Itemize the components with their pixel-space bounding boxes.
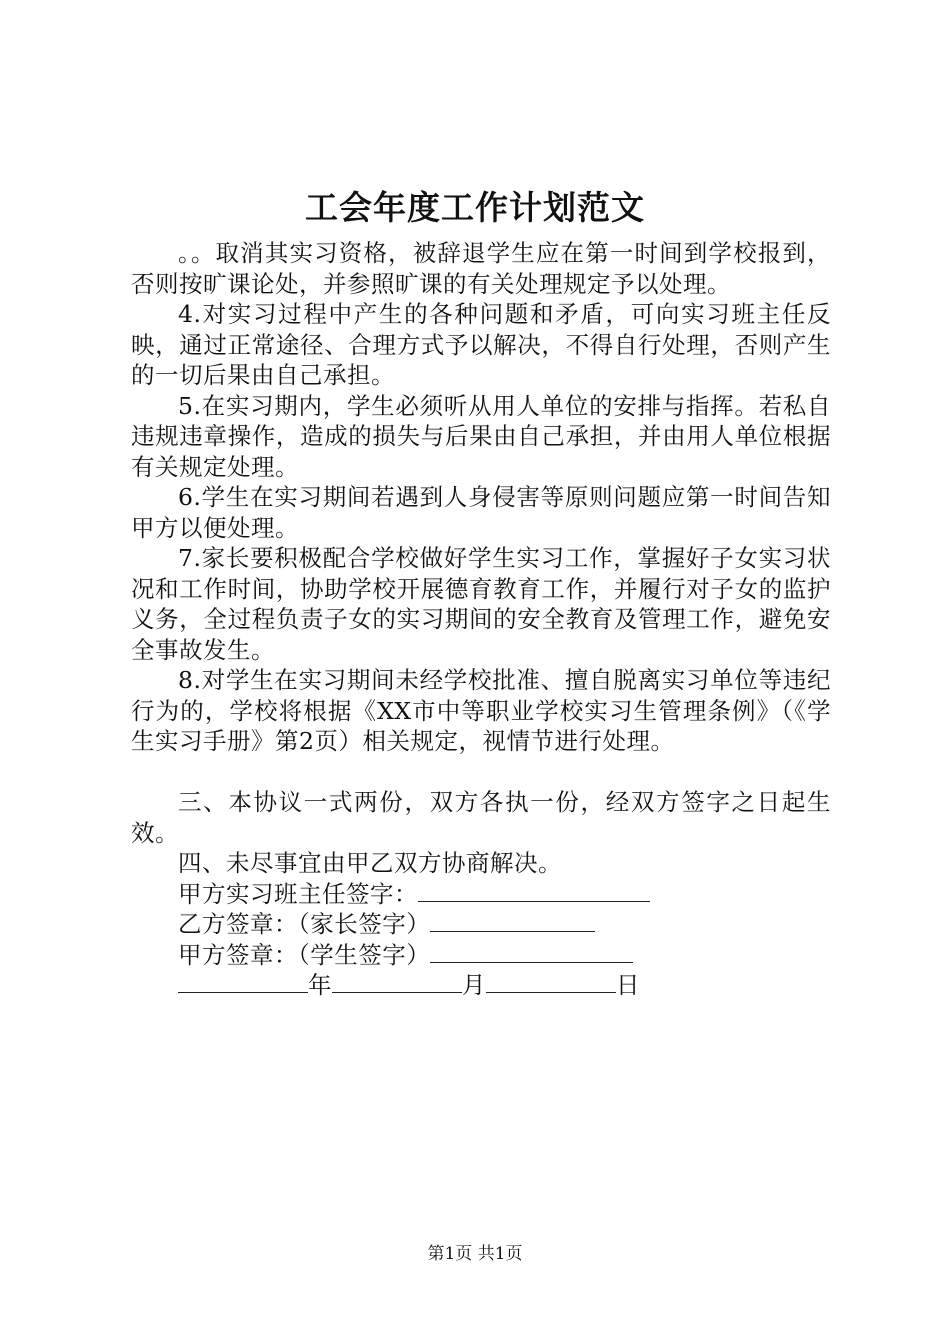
- paragraph-item-5: 5.在实习期内，学生必须听从用人单位的安排与指挥。若私自违规违章操作，造成的损失与后果由自己承担，并由用人单位根据有关规定处理。: [131, 391, 831, 481]
- paragraph-item-7: 7.家长要积极配合学校做好学生实习工作，掌握好子女实习状况和工作时间，协助学校开展德育教育工作，并履行对子女的监护义务，全过程负责子女的实习期间的安全教育及管理工作，避免安全事故发生。: [131, 544, 831, 664]
- signature-student-label: 甲方签章：（学生签字）: [178, 940, 431, 969]
- date-year-blank: [178, 970, 308, 993]
- date-day-label: 日: [616, 971, 640, 999]
- clause-three: 三、本协议一式两份，双方各执一份，经双方签字之日起生效。: [131, 788, 831, 847]
- signature-teacher-label: 甲方实习班主任签字：: [178, 879, 418, 908]
- paragraph-item-6: 6.学生在实习期间若遇到人身侵害等原则问题应第一时间告知甲方以便处理。: [131, 483, 831, 542]
- document-body: [131, 238, 831, 1001]
- signature-teacher-blank: [418, 879, 650, 902]
- signature-parent-line: [131, 909, 831, 940]
- signature-parent-label: 乙方签章：（家长签字）: [178, 910, 431, 938]
- page-footer: 第1页 共1页: [427, 1244, 523, 1264]
- signature-parent-blank: [430, 909, 595, 932]
- signature-student-blank: [430, 940, 633, 963]
- signature-teacher-line: [131, 879, 831, 910]
- paragraph-item-8: 8.对学生在实习期间未经学校批准、擅自脱离实习单位等违纪行为的，学校将根据《XX市中等职业学校实习生管理条例》（《学生实习手册》第2页）相关规定，视情节进行处理。: [131, 666, 831, 755]
- document-title: 工会年度工作计划范文: [305, 188, 645, 227]
- date-month-label: 月: [462, 971, 486, 999]
- paragraph-item-4: 4.对实习过程中产生的各种问题和矛盾，可向实习班主任反映，通过正常途径、合理方式予以解决，不得自行处理，否则产生的一切后果由自己承担。: [131, 300, 831, 389]
- clause-four: 四、未尽事宜由甲乙双方协商解决。: [178, 849, 562, 877]
- date-line: [131, 970, 831, 1001]
- date-month-blank: [332, 970, 462, 993]
- date-day-blank: [486, 970, 616, 993]
- blank-line: [131, 757, 831, 788]
- date-year-label: 年: [308, 971, 332, 999]
- signature-student-line: [131, 940, 831, 971]
- paragraph-dismissal: 。。取消其实习资格，被辞退学生应在第一时间到学校报到，否则按旷课论处，并参照旷课的有关处理规定予以处理。: [131, 239, 831, 298]
